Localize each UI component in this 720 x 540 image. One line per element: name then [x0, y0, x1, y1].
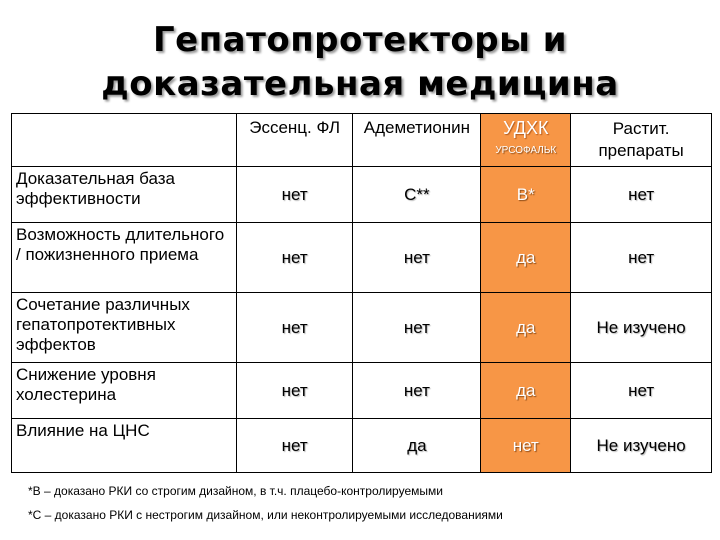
footnote-c: *С – доказано РКИ с нестрогим дизайном, или неконтролируемыми исследованиями: [28, 508, 503, 522]
column-header-phospholipids: Эссенц. ФЛ: [236, 114, 353, 167]
column-header-herbal: Растит. препараты: [571, 114, 712, 167]
column-header-ademetionine: Адеметионин: [353, 114, 481, 167]
table-cell-highlight: да: [481, 363, 571, 419]
footnotes: [28, 484, 503, 532]
table-cell: С**: [353, 167, 481, 223]
table-cell-highlight: да: [481, 223, 571, 293]
title-line-2: доказательная медицина: [101, 64, 619, 104]
page-title: [0, 18, 720, 106]
header-empty-cell: [12, 114, 237, 167]
table-cell: нет: [236, 363, 353, 419]
column-header-udca-subtitle: УРСОФАЛЬК: [495, 145, 557, 156]
table-cell-highlight: В*: [481, 167, 571, 223]
table-cell-highlight: нет: [481, 419, 571, 473]
table-row: [12, 363, 712, 419]
row-label: Возможность длительного / пожизненного приема: [12, 223, 237, 293]
title-line-1: Гепатопротекторы и: [152, 20, 568, 60]
table-row: [12, 293, 712, 363]
table-cell: нет: [236, 223, 353, 293]
table-cell: нет: [571, 363, 712, 419]
table-cell-highlight: да: [481, 293, 571, 363]
table-cell: нет: [571, 223, 712, 293]
table-cell: нет: [236, 167, 353, 223]
table-cell: нет: [571, 167, 712, 223]
table-cell: нет: [236, 419, 353, 473]
row-label: Снижение уровня холестерина: [12, 363, 237, 419]
table-cell: нет: [353, 293, 481, 363]
row-label: Влияние на ЦНС: [12, 419, 237, 473]
row-label: Сочетание различных гепатопротективных эффектов: [12, 293, 237, 363]
table-cell: да: [353, 419, 481, 473]
table-row: [12, 223, 712, 293]
table-header-row: [12, 114, 712, 167]
column-header-udca-label: УДХК: [503, 118, 549, 138]
table-cell: Не изучено: [571, 419, 712, 473]
footnote-b: *В – доказано РКИ со строгим дизайном, в т.ч. плацебо-контролируемыми: [28, 484, 443, 498]
table-cell: нет: [236, 293, 353, 363]
row-label: Доказательная база эффективности: [12, 167, 237, 223]
table-row: [12, 167, 712, 223]
table-row: [12, 419, 712, 473]
table-cell: Не изучено: [571, 293, 712, 363]
table-cell: нет: [353, 363, 481, 419]
column-header-udca: [481, 114, 571, 167]
table-cell: нет: [353, 223, 481, 293]
comparison-table: [11, 113, 712, 473]
